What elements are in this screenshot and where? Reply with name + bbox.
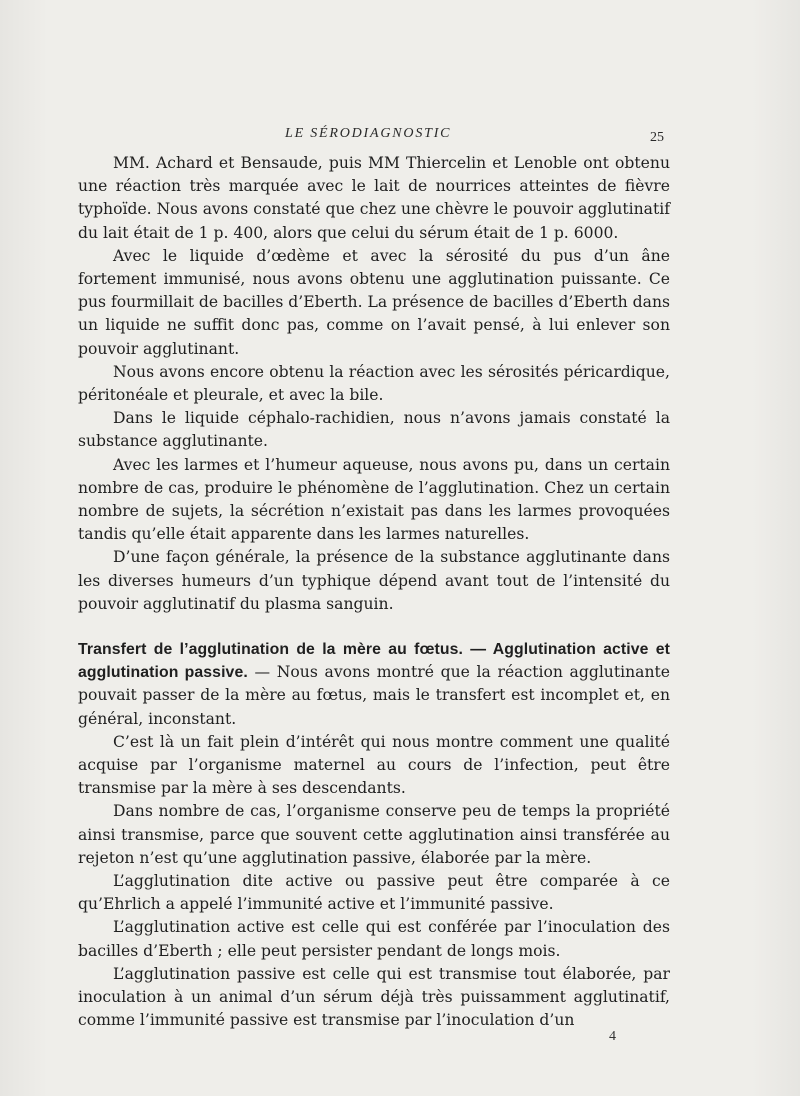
- paragraph: L’agglutination active est celle qui est conférée par l’inoculation des bacilles d’Eberth ; elle peut persister pendant de longs mois.: [78, 918, 670, 960]
- paragraph: Nous avons encore obtenu la réaction avec les sérosités péricardique, péritonéale et pleurale, et avec la bile.: [78, 362, 670, 405]
- paragraph: D’une façon générale, la présence de la substance agglutinante dans les diverses humeurs d’un typhique dépend avant tout de l’intensité du pouvoir agglutinatif du plasma sanguin.: [78, 548, 670, 613]
- page-header: [0, 126, 800, 148]
- paragraph: Avec le liquide d’œdème et avec la sérosité du pus d’un âne fortement immunisé, nous avons obtenu une agglutination puissante. Ce pus fourmillait de bacilles d’Eberth. La présence de bacilles d’Eberth dans un liquide ne suffit donc pas, comme on l’avait pensé, à lui enlever son pouvoir agglutinant.: [78, 246, 670, 358]
- body-text-top: [78, 152, 670, 616]
- section-transfert: [78, 638, 670, 1032]
- section-lead-text: — Nous avons montré que la réaction agglutinante pouvait passer de la mère au fœtus, mais le transfert est incomplet et, en général, inconstant.: [78, 663, 670, 728]
- section-heading: Transfert de l’agglutination de la mère au fœtus. — Agglutination active et agglutination passive.: [78, 641, 670, 682]
- signature-mark: 4: [609, 1029, 616, 1044]
- page-number: 25: [650, 130, 664, 145]
- paragraph: L’agglutination dite active ou passive peut être comparée à ce qu’Ehrlich a appelé l’immunité active et l’immunité passive.: [78, 872, 670, 914]
- paragraph: Dans le liquide céphalo-rachidien, nous n’avons jamais constaté la substance agglutinante.: [78, 409, 670, 451]
- paragraph: L’agglutination passive est celle qui est transmise tout élaborée, par inoculation à un animal d’un sérum déjà très puissamment agglutinatif, comme l’immunité passive est transmise par l’inoculation d’un: [78, 964, 670, 1030]
- paragraph: MM. Achard et Bensaude, puis MM Thiercelin et Lenoble ont obtenu une réaction très marquée avec le lait de nourrices atteintes de fièvre typhoïde. Nous avons constaté que chez une chèvre le pouvoir agglutinatif du lait était de 1 p. 400, alors que celui du sérum était de 1 p. 6000.: [78, 154, 670, 242]
- paragraph: Avec les larmes et l’humeur aqueuse, nous avons pu, dans un certain nombre de cas, produire le phénomène de l’agglutination. Chez un certain nombre de sujets, la sécrétion n’existait pas dans les larmes provoquées tandis qu’elle était apparente dans les larmes naturelles.: [78, 455, 670, 544]
- paragraph: C’est là un fait plein d’intérêt qui nous montre comment une qualité acquise par l’organisme maternel au cours de l’infection, peut être transmise par la mère à ses descendants.: [78, 732, 670, 798]
- section-lead-paragraph: [78, 638, 670, 731]
- paragraph: Dans nombre de cas, l’organisme conserve peu de temps la propriété ainsi transmise, parce que souvent cette agglutination ainsi transférée au rejeton n’est qu’une agglutination passive, élaborée par la mère.: [78, 802, 670, 867]
- running-title: LE SÉRODIAGNOSTIC: [285, 126, 452, 141]
